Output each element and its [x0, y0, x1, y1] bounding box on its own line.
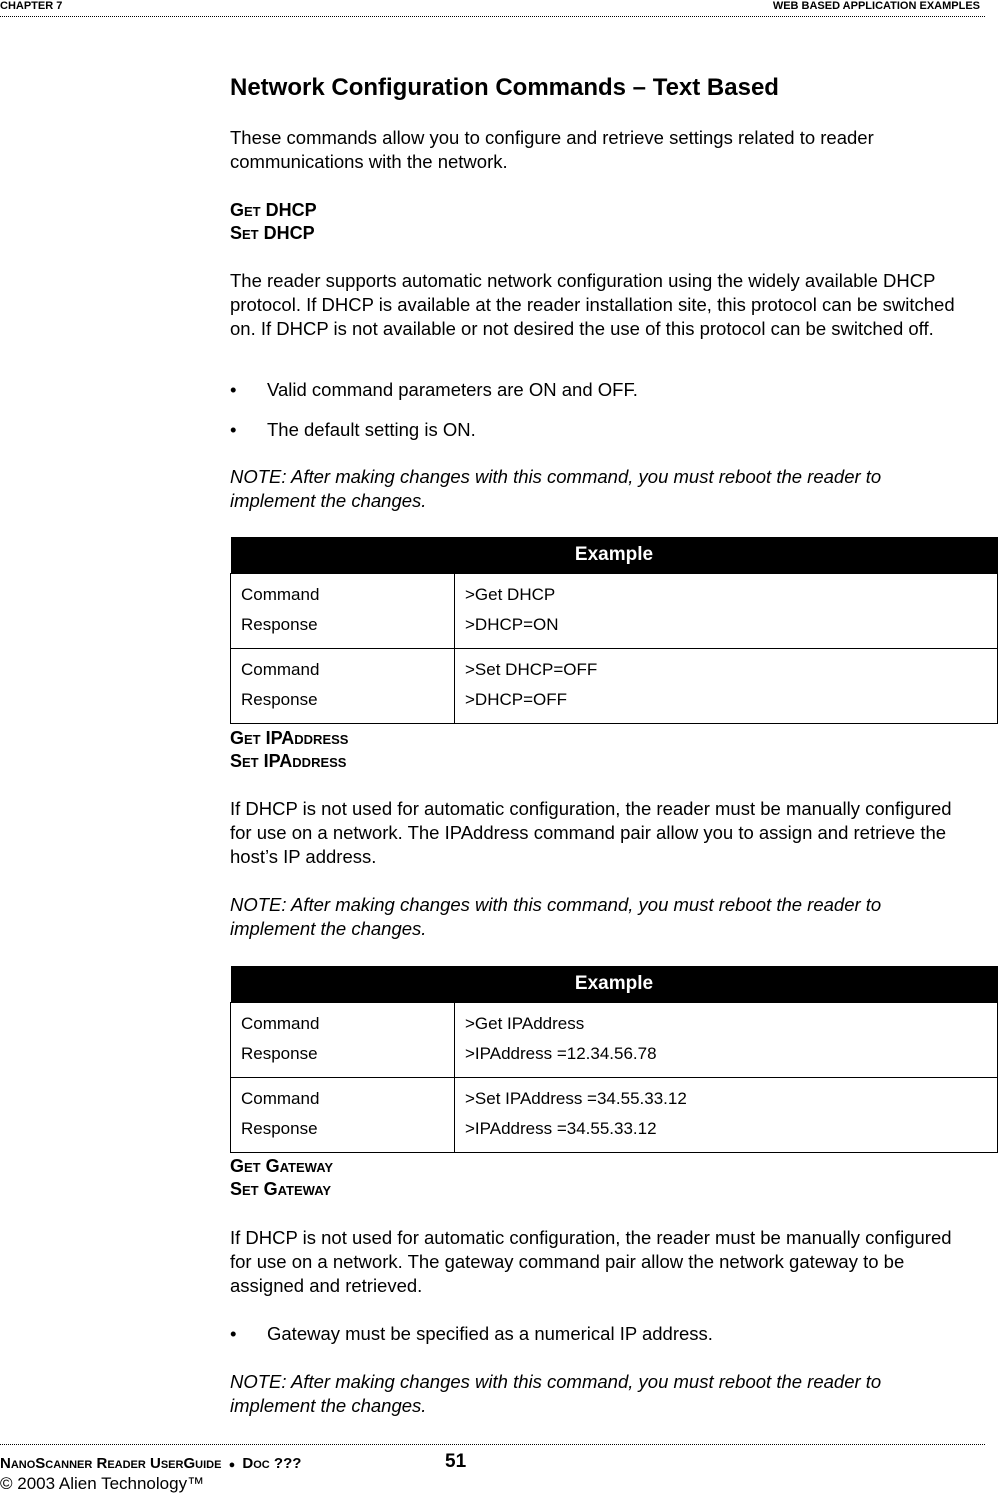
section-label: WEB BASED APPLICATION EXAMPLES: [772, 0, 980, 12]
cmd-set-ipaddress: Set IPAddress: [230, 751, 347, 771]
cmd-set-gateway: Set Gateway: [230, 1179, 332, 1199]
ipaddress-example-table: [230, 966, 998, 1153]
header-divider: [0, 16, 985, 17]
gateway-description: If DHCP is not used for automatic configuration, the reader must be manually configured for use on a network. The gateway command pair allow the network gateway to be assigned and retrieved.: [230, 1227, 952, 1296]
dhcp-description: The reader supports automatic network configuration using the widely available DHCP protocol. If DHCP is available at the reader installation site, this protocol can be switched on. If DHCP is not available or not desired the use of this protocol can be switched off.: [230, 270, 955, 339]
footer-doc-line: [0, 1455, 301, 1472]
dhcp-note: NOTE: After making changes with this command, you must reboot the reader to implement the changes.: [230, 466, 882, 511]
table-row: Command Response >Set IPAddress =34.55.33.12 >IPAddress =34.55.33.12: [231, 1078, 998, 1153]
footer-doc: Doc ???: [242, 1455, 302, 1472]
bullet-icon: •: [230, 419, 237, 440]
cmd-get-ipaddress: Get IPAddress: [230, 728, 349, 748]
bullet-icon: •: [230, 379, 237, 400]
table-header: Example: [231, 966, 998, 1003]
footer-divider: [0, 1444, 985, 1445]
dhcp-example-table: [230, 537, 998, 724]
gateway-note: NOTE: After making changes with this command, you must reboot the reader to implement the changes.: [230, 1371, 882, 1416]
table-header: Example: [231, 537, 998, 574]
page-title: Network Configuration Commands – Text Based: [230, 74, 779, 101]
chapter-label: CHAPTER 7: [0, 0, 63, 12]
ipaddress-note: NOTE: After making changes with this command, you must reboot the reader to implement the changes.: [230, 894, 882, 939]
table-row: Command Response >Get IPAddress >IPAddress =12.34.56.78: [231, 1003, 998, 1078]
table-row: Command Response >Get DHCP >DHCP=ON: [231, 574, 998, 649]
table-row: Command Response >Set DHCP=OFF >DHCP=OFF: [231, 649, 998, 724]
footer-copyright: © 2003 Alien Technology™: [0, 1474, 205, 1493]
cmd-get-gateway: Get Gateway: [230, 1156, 334, 1176]
footer-guide: NanoScanner Reader UserGuide: [0, 1455, 222, 1472]
bullet-icon: •: [230, 1323, 237, 1344]
footer-bullet: ●: [228, 1459, 236, 1471]
intro-paragraph: These commands allow you to configure and retrieve settings related to reader communications with the network.: [230, 127, 874, 172]
cmd-get-dhcp: Get DHCP: [230, 200, 317, 220]
cmd-set-dhcp: Set DHCP: [230, 223, 315, 243]
ipaddress-description: If DHCP is not used for automatic configuration, the reader must be manually configured for use on a network. The IPAddress command pair allow you to assign and retrieve the host’s IP address.: [230, 798, 952, 867]
page-number: 51: [445, 1451, 467, 1472]
